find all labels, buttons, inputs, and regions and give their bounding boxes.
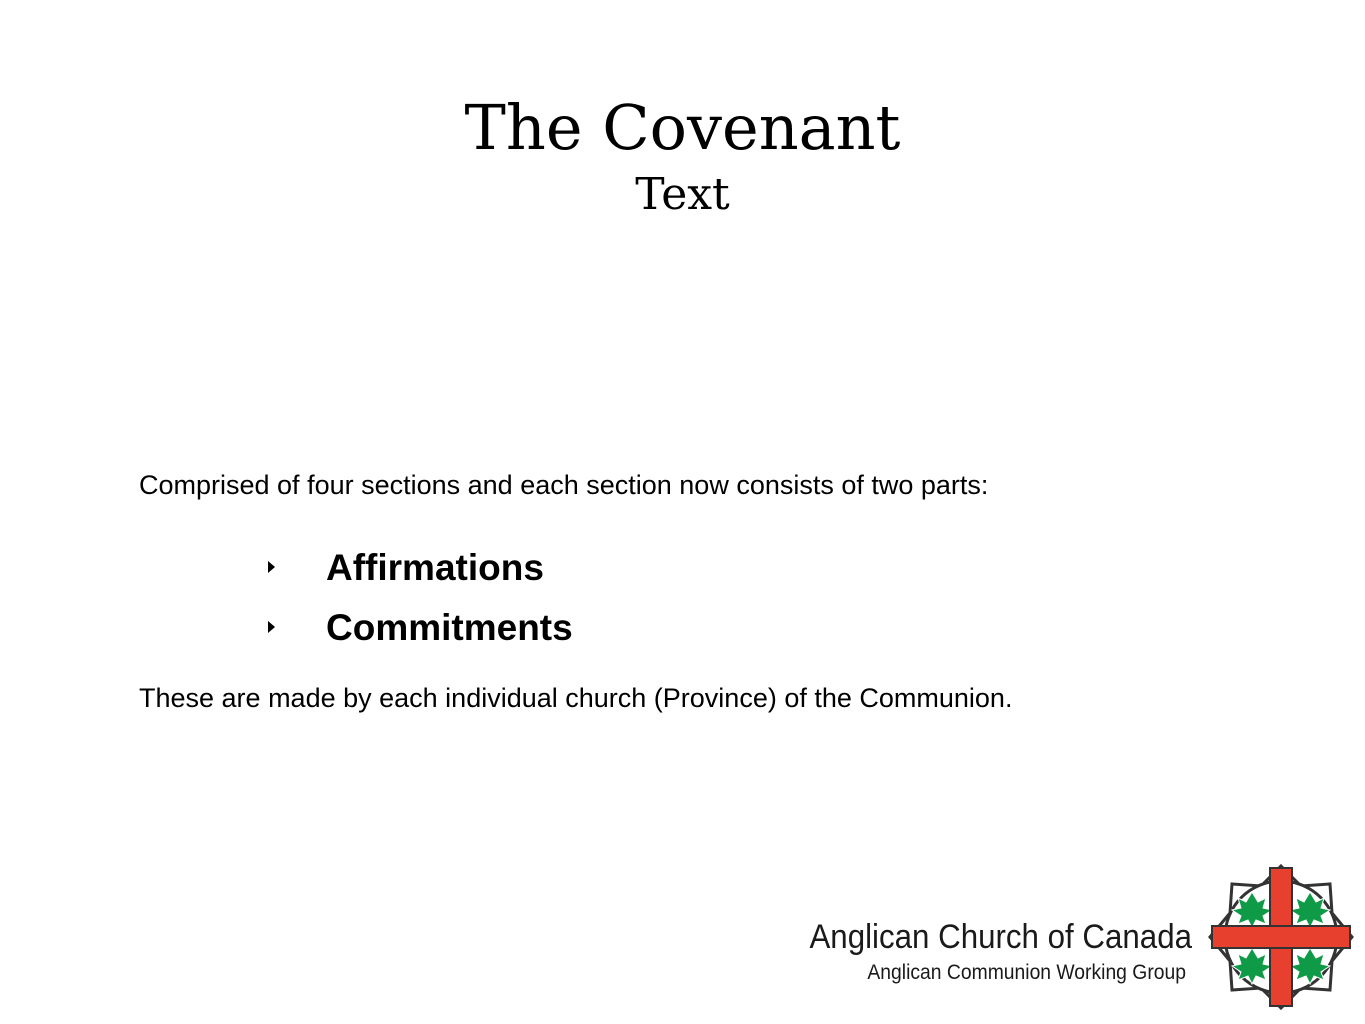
outro-text: These are made by each individual church (Province) of the Communion. bbox=[139, 683, 1013, 713]
intro-text: Comprised of four sections and each section now consists of two parts: bbox=[139, 470, 989, 500]
org-group: Anglican Communion Working Group bbox=[867, 961, 1186, 984]
bullet-text: Commitments bbox=[326, 607, 573, 648]
arrowhead-right-icon bbox=[266, 619, 326, 638]
bullet-text: Affirmations bbox=[326, 547, 544, 588]
bullet-list bbox=[266, 538, 573, 658]
bullet-item-commitments bbox=[266, 598, 573, 658]
bullet-item-affirmations bbox=[266, 538, 573, 598]
slide-title: The Covenant bbox=[464, 91, 901, 164]
anglican-compass-rose-icon bbox=[1206, 862, 1356, 1012]
arrowhead-right-icon bbox=[266, 559, 326, 578]
org-name: Anglican Church of Canada bbox=[809, 918, 1192, 956]
slide-subtitle: Text bbox=[635, 169, 730, 220]
